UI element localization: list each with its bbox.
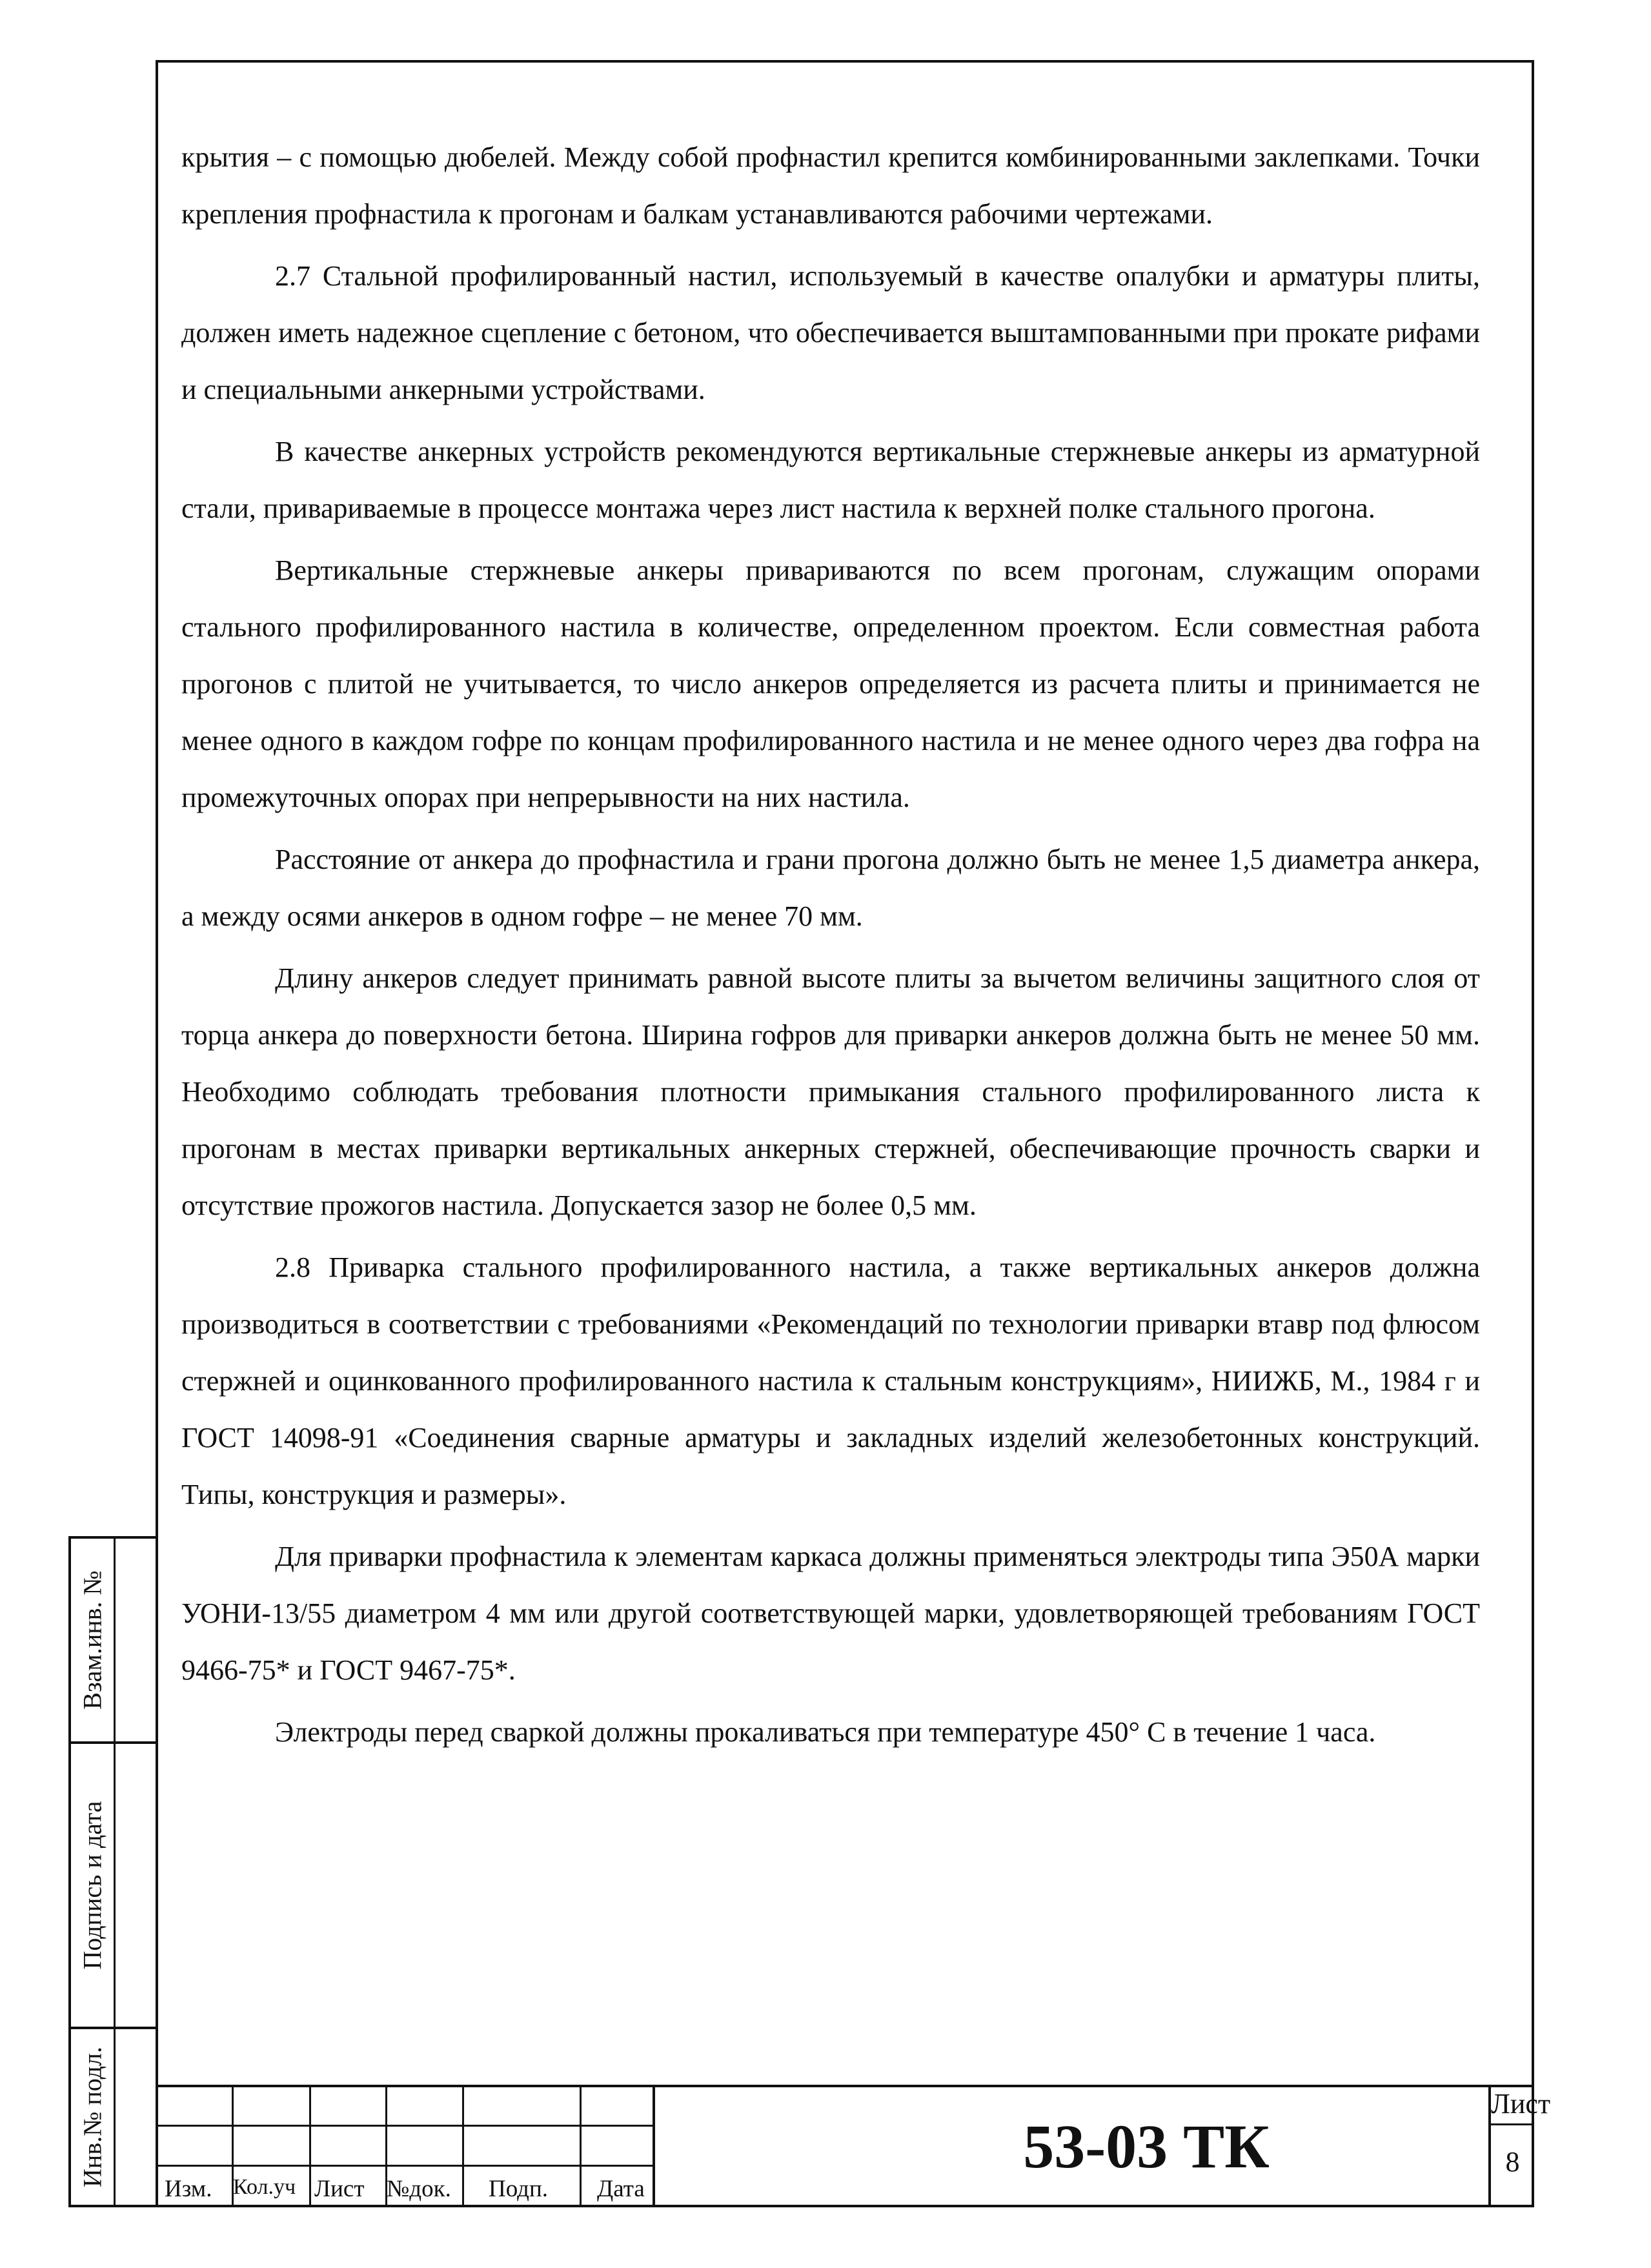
paragraph: Для приварки профнастила к элементам каркаса должны применяться электроды типа Э50А марки УОНИ-13/55 диаметром 4 мм или другой соответствующей марки, удовлетворяющей требованиям ГОСТ 9466-75* и ГОСТ 9467-75*. — [181, 1541, 1480, 1686]
stamp-label: Инв.№ подл. — [77, 2047, 107, 2187]
paragraph: В качестве анкерных устройств рекомендуются вертикальные стержневые анкеры из арматурной стали, привариваемые в процессе монтажа через лист настила к верхней полке стального прогона. — [181, 436, 1480, 524]
title-block — [156, 2085, 1534, 2207]
sheet-number: 8 — [1505, 2146, 1520, 2178]
stamp-original-inv — [68, 2027, 156, 2207]
col-ndok: №док. — [387, 2176, 451, 2202]
col-list: Лист — [314, 2176, 365, 2202]
stamp-replaced-inv — [68, 1536, 156, 1744]
col-podp: Подп. — [489, 2176, 549, 2202]
paragraph: крытия – с помощью дюбелей. Между собой профнастил крепится комбинированными заклепками. Точки крепления профнастила к прогонам и балкам устанавливаются рабочими чертежами. — [181, 141, 1480, 230]
paragraph: Расстояние от анкера до профнастила и грани прогона должно быть не менее 1,5 диаметра анкера, а между осями анкеров в одном гофре – не менее 70 мм. — [181, 844, 1480, 932]
body-text — [181, 129, 1480, 1761]
stamp-label: Подпись и дата — [77, 1801, 107, 1970]
sheet-box — [1488, 2085, 1551, 2207]
document-code: 53-03 ТК — [1023, 2111, 1270, 2181]
stamp-signature-date — [68, 1741, 156, 2029]
stamp-label: Взам.инв. № — [77, 1570, 107, 1710]
col-data: Дата — [597, 2176, 645, 2202]
paragraph: Длину анкеров следует принимать равной высоте плиты за вычетом величины защитного слоя от торца анкера до поверхности бетона. Ширина гофров для приварки анкеров должна быть не менее 50 мм. Необходимо соблюдать требования плотности примыкания стального профилированного листа к прогонам в местах приварки вертикальных анкерных стержней, обеспечивающие прочность сварки и отсутствие прожогов настила. Допускается зазор не более 0,5 мм. — [181, 962, 1480, 1221]
sheet-label: Лист — [1491, 2085, 1534, 2125]
col-izm: Изм. — [165, 2176, 212, 2202]
paragraph-2-8: 2.8 Приварка стального профилированного настила, а также вертикальных анкеров должна производиться в соответствии с требованиями «Рекомендаций по технологии приварки втавр под флюсом стержней и оцинкованного профилированного настила к стальным конструкциям», НИИЖБ, М., 1984 г и ГОСТ 14098-91 «Соединения сварные арматуры и закладных изделий железобетонных конструкций. Типы, конструкция и размеры». — [181, 1251, 1480, 1510]
paragraph: Вертикальные стержневые анкеры привариваются по всем прогонам, служащим опорами стального профилированного настила в количестве, определенном проектом. Если совместная работа прогонов с плитой не учитывается, то число анкеров определяется из расчета плиты и принимается не менее одного в каждом гофре по концам профилированного настила и не менее одного через два гофра на промежуточных опорах при непрерывности на них настила. — [181, 554, 1480, 813]
paragraph: Электроды перед сваркой должны прокаливаться при температуре 450° С в течение 1 часа. — [275, 1716, 1376, 1748]
paragraph-2-7: 2.7 Стальной профилированный настил, используемый в качестве опалубки и арматуры плиты, должен иметь надежное сцепление с бетоном, что обеспечивается выштампованными при прокате рифами и специальными анкерными устройствами. — [181, 260, 1480, 405]
col-kol-uch: Кол.уч — [233, 2175, 296, 2199]
